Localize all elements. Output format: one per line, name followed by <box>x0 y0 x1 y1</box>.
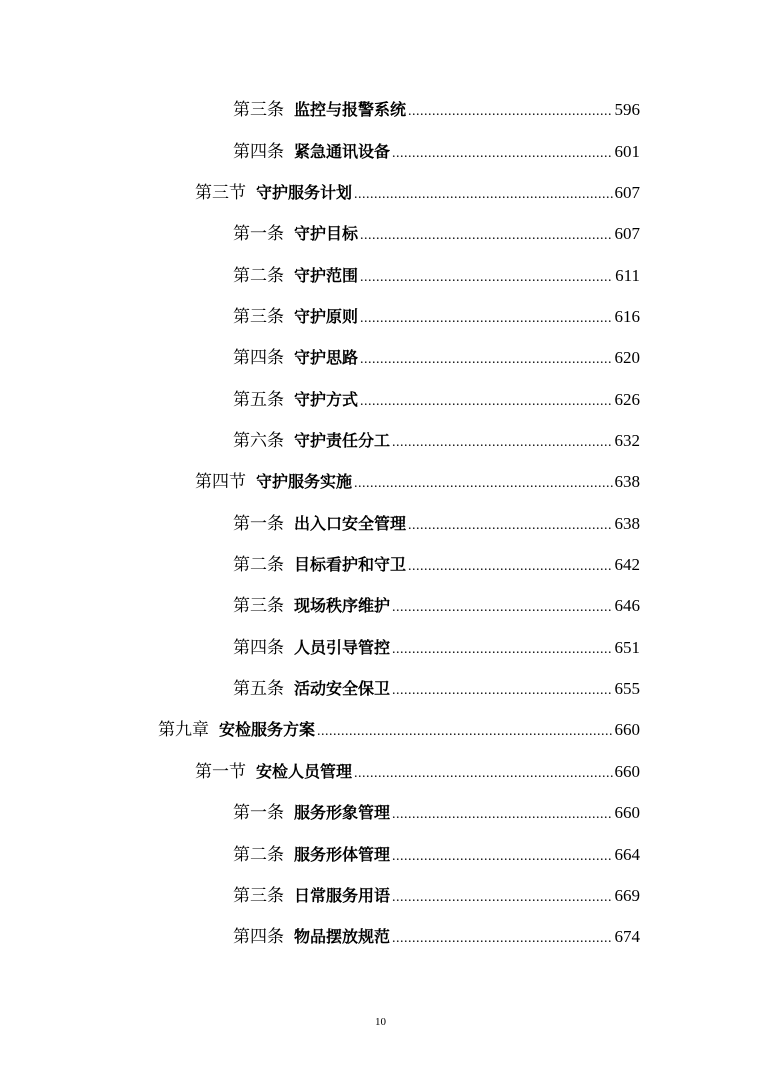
toc-entry-page: 616 <box>614 307 640 326</box>
toc-entry-title: 守护范围 <box>294 266 359 285</box>
toc-entry-title: 现场秩序维护 <box>294 596 391 615</box>
toc-entry[interactable] <box>195 179 640 207</box>
toc-entry-number: 第五条 <box>233 390 284 410</box>
toc-entry-number: 第四节 <box>195 472 246 492</box>
toc-entry-number: 第四条 <box>233 638 284 658</box>
toc-dot-leader <box>360 264 613 292</box>
toc-entry[interactable] <box>233 138 640 166</box>
toc-entry-title: 紧急通讯设备 <box>294 142 391 161</box>
toc-entry-page: 664 <box>614 845 640 864</box>
toc-entry-page: 660 <box>614 720 640 739</box>
toc-entry-page: 596 <box>614 100 640 119</box>
toc-entry-number: 第五条 <box>233 679 284 699</box>
toc-entry-title: 守护思路 <box>294 348 359 367</box>
toc-entry-number: 第四条 <box>233 927 284 947</box>
toc-entry[interactable] <box>158 716 640 744</box>
toc-entry-title: 守护目标 <box>294 224 359 243</box>
toc-entry[interactable] <box>233 923 640 951</box>
toc-entry-page: 638 <box>614 472 640 491</box>
toc-entry-page: 611 <box>615 266 640 285</box>
toc-entry[interactable] <box>233 634 640 662</box>
toc-entry-title: 安检服务方案 <box>219 720 316 739</box>
toc-entry-number: 第四条 <box>233 142 284 162</box>
toc-dot-leader <box>392 429 612 457</box>
toc-entry[interactable] <box>233 344 640 372</box>
toc-entry-page: 660 <box>614 762 640 781</box>
toc-dot-leader <box>392 925 612 953</box>
toc-dot-leader <box>392 843 612 871</box>
toc-dot-leader <box>360 222 612 250</box>
toc-entry[interactable] <box>233 799 640 827</box>
toc-entry-title: 日常服务用语 <box>294 886 391 905</box>
toc-entry-title: 服务形体管理 <box>294 845 391 864</box>
toc-entry[interactable] <box>233 882 640 910</box>
toc-dot-leader <box>392 636 612 664</box>
toc-entry-title: 出入口安全管理 <box>294 514 407 533</box>
toc-entry-page: 607 <box>614 183 640 202</box>
toc-dot-leader <box>392 884 612 912</box>
toc-entry[interactable] <box>195 468 640 496</box>
toc-dot-leader <box>392 140 612 168</box>
toc-entry-number: 第三条 <box>233 307 284 327</box>
toc-entry-page: 620 <box>614 348 640 367</box>
toc-entry-number: 第一节 <box>195 762 246 782</box>
toc-entry[interactable] <box>233 303 640 331</box>
toc-dot-leader <box>354 470 612 498</box>
toc-entry[interactable] <box>233 262 640 290</box>
toc-entry-number: 第一条 <box>233 514 284 534</box>
toc-entry-page: 660 <box>614 803 640 822</box>
toc-dot-leader <box>360 305 612 333</box>
toc-entry-number: 第一条 <box>233 224 284 244</box>
toc-entry-number: 第二条 <box>233 555 284 575</box>
toc-entry-number: 第二条 <box>233 266 284 286</box>
toc-entry-number: 第四条 <box>233 348 284 368</box>
toc-entry-title: 服务形象管理 <box>294 803 391 822</box>
toc-entry[interactable] <box>233 220 640 248</box>
toc-dot-leader <box>354 181 612 209</box>
toc-entry-number: 第六条 <box>233 431 284 451</box>
toc-entry-title: 守护方式 <box>294 390 359 409</box>
toc-entry-title: 监控与报警系统 <box>294 100 407 119</box>
toc-entry-number: 第二条 <box>233 845 284 865</box>
toc-entry-page: 655 <box>614 679 640 698</box>
toc-entry[interactable] <box>233 592 640 620</box>
toc-entry[interactable] <box>233 427 640 455</box>
toc-entry-title: 守护原则 <box>294 307 359 326</box>
toc-entry[interactable] <box>233 551 640 579</box>
toc-entry-page: 651 <box>614 638 640 657</box>
toc-entry-title: 守护责任分工 <box>294 431 391 450</box>
toc-entry-number: 第三条 <box>233 100 284 120</box>
toc-entry-page: 674 <box>614 927 640 946</box>
toc-entry-number: 第三节 <box>195 183 246 203</box>
toc-entry-page: 607 <box>614 224 640 243</box>
toc-dot-leader <box>392 594 612 622</box>
toc-entry-title: 守护服务实施 <box>256 472 353 491</box>
toc-dot-leader <box>392 801 612 829</box>
toc-dot-leader <box>360 388 612 416</box>
toc-entry-page: 669 <box>614 886 640 905</box>
toc-entry[interactable] <box>233 510 640 538</box>
toc-dot-leader <box>408 512 612 540</box>
toc-dot-leader <box>360 346 612 374</box>
toc-entry[interactable] <box>195 758 640 786</box>
toc-entry[interactable] <box>233 675 640 703</box>
toc-entry-page: 646 <box>614 596 640 615</box>
toc-dot-leader <box>354 760 612 788</box>
toc-entry-title: 目标看护和守卫 <box>294 555 407 574</box>
toc-entry-page: 632 <box>614 431 640 450</box>
toc-entry-number: 第三条 <box>233 886 284 906</box>
toc-entry-title: 活动安全保卫 <box>294 679 391 698</box>
toc-entry-page: 626 <box>614 390 640 409</box>
toc-entry-page: 601 <box>614 142 640 161</box>
toc-entry-page: 642 <box>614 555 640 574</box>
toc-entry-page: 638 <box>614 514 640 533</box>
toc-entry-title: 人员引导管控 <box>294 638 391 657</box>
toc-entry-number: 第一条 <box>233 803 284 823</box>
toc-entry-title: 物品摆放规范 <box>294 927 391 946</box>
toc-dot-leader <box>317 718 612 746</box>
toc-entry[interactable] <box>233 841 640 869</box>
toc-entry-number: 第九章 <box>158 720 209 740</box>
toc-entry-title: 安检人员管理 <box>256 762 353 781</box>
toc-entry-title: 守护服务计划 <box>256 183 353 202</box>
toc-entry[interactable] <box>233 96 640 124</box>
toc-dot-leader <box>408 553 612 581</box>
toc-dot-leader <box>408 98 612 126</box>
toc-dot-leader <box>392 677 612 705</box>
toc-entry-number: 第三条 <box>233 596 284 616</box>
toc-entry[interactable] <box>233 386 640 414</box>
page-number: 10 <box>375 1016 386 1028</box>
